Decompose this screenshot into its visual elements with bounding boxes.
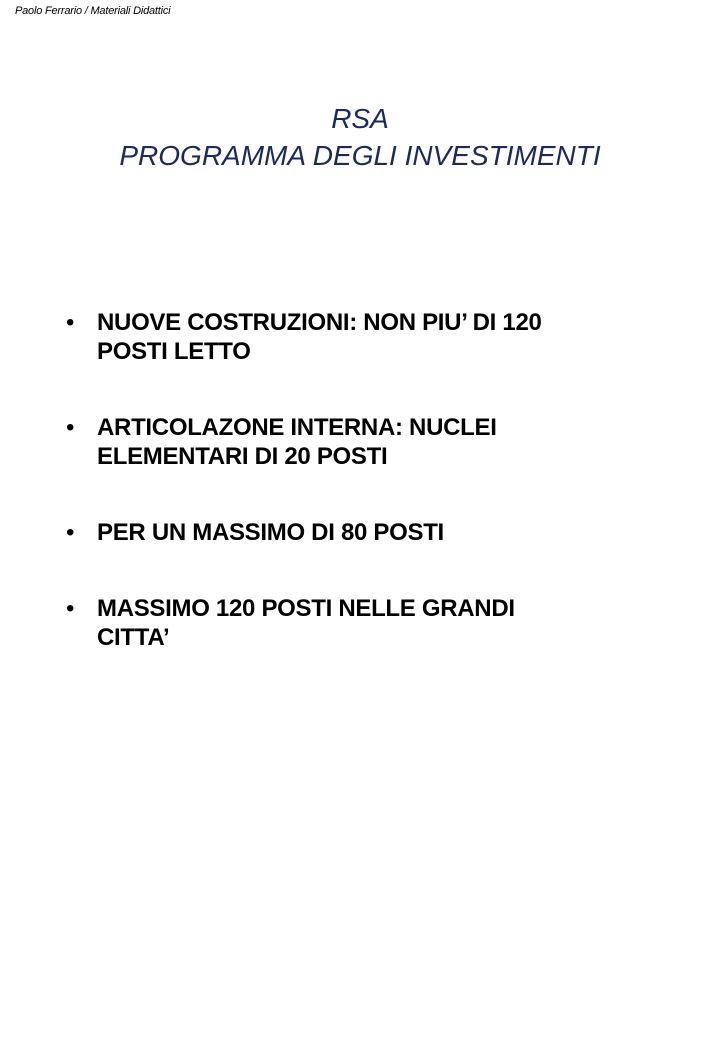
- title-line-1: RSA: [331, 103, 389, 134]
- bullet-line: PER UN MASSIMO DI 80 POSTI: [97, 519, 444, 546]
- page-header: Paolo Ferrario / Materiali Didattici: [15, 5, 171, 17]
- bullet-text: [97, 594, 666, 652]
- bullet-text: [97, 518, 666, 547]
- list-item: [66, 518, 666, 547]
- bullet-line: ARTICOLAZONE INTERNA: NUCLEI: [97, 414, 497, 441]
- bullet-line: MASSIMO 120 POSTI NELLE GRANDI: [97, 595, 515, 622]
- list-item: [66, 594, 666, 652]
- bullet-line: CITTA’: [97, 624, 170, 651]
- list-item: [66, 308, 666, 366]
- bullet-text: [97, 413, 666, 471]
- bullet-icon: •: [66, 595, 75, 622]
- bullet-text: [97, 308, 666, 366]
- bullet-line: NUOVE COSTRUZIONI: NON PIU’ DI 120: [97, 309, 542, 336]
- bullet-icon: •: [66, 309, 75, 336]
- page-title: [0, 100, 720, 174]
- bullet-line: POSTI LETTO: [97, 338, 251, 365]
- bullet-list: [66, 308, 666, 699]
- bullet-icon: •: [66, 519, 75, 546]
- list-item: [66, 413, 666, 471]
- title-line-2: PROGRAMMA DEGLI INVESTIMENTI: [119, 140, 601, 171]
- bullet-line: ELEMENTARI DI 20 POSTI: [97, 443, 388, 470]
- bullet-icon: •: [66, 414, 75, 441]
